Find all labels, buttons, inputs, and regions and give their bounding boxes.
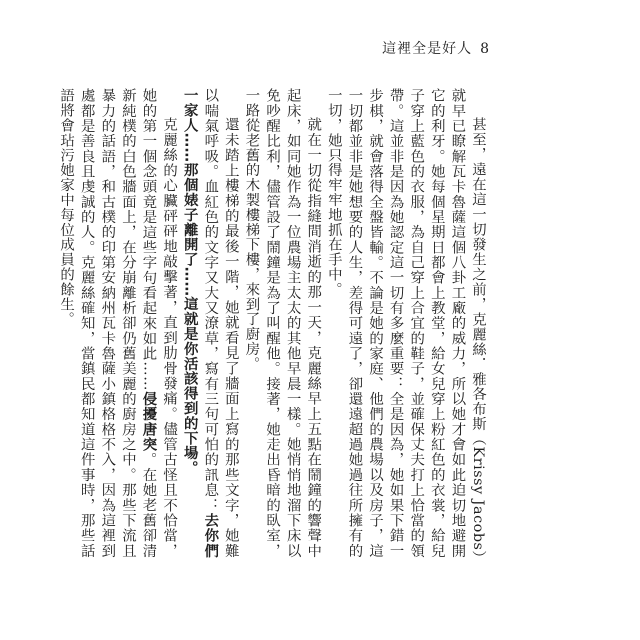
paragraph	[323, 88, 488, 558]
paragraph-text: 克麗絲的心臟砰砰地敲擊著，直到肋骨發痛。儘管古怪且不恰當，她的第一個念頭竟是這些字句看起來如此……	[140, 88, 178, 558]
paragraph	[241, 88, 323, 558]
paragraph	[56, 88, 180, 558]
book-title: 這裡全是好人	[382, 41, 473, 57]
paragraph-text: 。在她老舊卻清新純樸的白色牆面上，在分崩離析卻仍舊美麗的廚房之中。那些下流且暴力的話語，和古樸的印第安納州瓦卡魯薩小鎮格格不入，因為這裡到處都是善良且虔誠的人。克麗絲確知，當鎮民都知道這件事時，那些話語將會玷污她家中每位成員的餘生。	[58, 88, 157, 558]
paragraph	[179, 88, 241, 558]
paragraph-text: 甚至，遠在這一切發生之前，克麗絲．雅各布斯（Krissy Jacobs）就早已瞭解瓦卡魯薩這個八卦工廠的威力，所以她才會如此迫切地避開它的利牙。她每個星期日都會上教堂，給女兒穿上粉紅色的衣裳，給兒子穿上藍色的衣服，為自己穿上合宜的鞋子，並確保丈夫打上恰當的領帶。這並非是因為她認定這一切有多麼重要：全是因為，她如果下錯一步棋，就會落得全盤皆輸。不論是她的家庭、他們的農場以及房子，這一切都並非是她想要的人生，差得可遠了，卻還遠超過她過往所擁有的一切，她只得牢牢地抓在手中。	[325, 88, 486, 558]
body-text	[56, 88, 488, 558]
paragraph-text: 還未踏上樓梯的最後一階，她就看見了牆面上寫的那些文字，她難以喘氣呼吸。血紅色的文字又大又潦草，寫有三句可怕的訊息：	[202, 88, 239, 558]
page-number: 8	[480, 41, 490, 57]
emphasized-text: 去你們一家人……那個婊子離開了……這就是你活該得到的下場。	[181, 88, 219, 559]
emphasized-text: 侵擾唐突	[140, 391, 157, 453]
paragraph-text: 就在一切從指縫間消逝的那一天，克麗絲早上五點在鬧鐘的響聲中起床，如同她作為一位農場主太太的其他早晨一樣。她悄悄地溜下床以免吵醒比利，儘管設了鬧鐘是為了叫醒他。接著，她走出昏暗的臥室，一路從老舊的木製樓梯下樓，來到了廚房。	[243, 88, 322, 558]
running-header	[382, 38, 490, 58]
